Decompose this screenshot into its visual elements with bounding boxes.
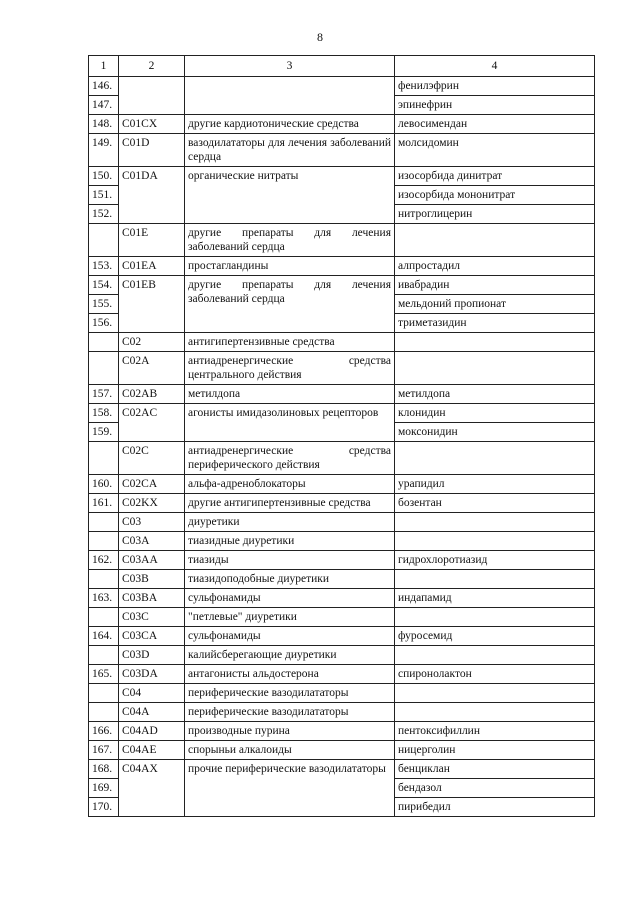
table-row [89, 551, 595, 570]
row-number: 168. [89, 760, 119, 779]
row-number: 163. [89, 589, 119, 608]
drug-name: бозентан [395, 494, 595, 513]
table-row [89, 608, 595, 627]
group-name: производные пурина [185, 722, 395, 741]
row-number: 165. [89, 665, 119, 684]
drug-name: бенциклан [395, 760, 595, 779]
atc-code: C04AD [119, 722, 185, 741]
atc-code: C01DA [119, 167, 185, 224]
group-name: агонисты имидазолиновых рецепторов [185, 404, 395, 442]
drug-table [88, 55, 595, 817]
atc-code: C01E [119, 224, 185, 257]
table-row [89, 167, 595, 186]
table-row [89, 703, 595, 722]
group-name: другие препараты для лечения заболеваний сердца [185, 276, 395, 333]
drug-name [395, 570, 595, 589]
drug-name: алпростадил [395, 257, 595, 276]
row-number: 164. [89, 627, 119, 646]
drug-name [395, 352, 595, 385]
drug-name: мельдоний пропионат [395, 295, 595, 314]
atc-code: C02C [119, 442, 185, 475]
atc-code: C02 [119, 333, 185, 352]
drug-name [395, 646, 595, 665]
table-row [89, 589, 595, 608]
drug-name: триметазидин [395, 314, 595, 333]
row-number [89, 608, 119, 627]
group-name: прочие периферические вазодилататоры [185, 760, 395, 817]
atc-code: C01D [119, 134, 185, 167]
group-name: метилдопа [185, 385, 395, 404]
column-header: 2 [119, 56, 185, 77]
atc-code [119, 77, 185, 115]
drug-name [395, 224, 595, 257]
column-header: 1 [89, 56, 119, 77]
row-number: 156. [89, 314, 119, 333]
atc-code: C02AB [119, 385, 185, 404]
drug-name: индапамид [395, 589, 595, 608]
drug-name [395, 608, 595, 627]
group-name: диуретики [185, 513, 395, 532]
atc-code: C04 [119, 684, 185, 703]
drug-name: ивабрадин [395, 276, 595, 295]
group-name: "петлевые" диуретики [185, 608, 395, 627]
atc-code: C03CA [119, 627, 185, 646]
row-number: 161. [89, 494, 119, 513]
drug-name: бендазол [395, 779, 595, 798]
group-name: органические нитраты [185, 167, 395, 224]
table-row [89, 352, 595, 385]
row-number [89, 684, 119, 703]
atc-code: C04AX [119, 760, 185, 817]
row-number: 160. [89, 475, 119, 494]
row-number: 167. [89, 741, 119, 760]
row-number: 157. [89, 385, 119, 404]
table-row [89, 77, 595, 96]
column-header: 4 [395, 56, 595, 77]
group-name: другие препараты для лечения заболеваний сердца [185, 224, 395, 257]
group-name: периферические вазодилататоры [185, 703, 395, 722]
row-number [89, 513, 119, 532]
table-row [89, 385, 595, 404]
table-row [89, 442, 595, 475]
row-number [89, 570, 119, 589]
page-number: 8 [317, 30, 323, 44]
atc-code: C02CA [119, 475, 185, 494]
atc-code: C02KX [119, 494, 185, 513]
group-name: периферические вазодилататоры [185, 684, 395, 703]
table-row [89, 333, 595, 352]
table-row [89, 513, 595, 532]
group-name: антагонисты альдостерона [185, 665, 395, 684]
group-name: простагландины [185, 257, 395, 276]
row-number: 159. [89, 423, 119, 442]
row-number: 155. [89, 295, 119, 314]
table-row [89, 276, 595, 295]
drug-name: урапидил [395, 475, 595, 494]
row-number [89, 333, 119, 352]
atc-code: C03DA [119, 665, 185, 684]
table-row [89, 115, 595, 134]
atc-code: C01EA [119, 257, 185, 276]
drug-name: пентоксифиллин [395, 722, 595, 741]
atc-code: C03D [119, 646, 185, 665]
group-name: калийсберегающие диуретики [185, 646, 395, 665]
row-number: 151. [89, 186, 119, 205]
drug-name [395, 703, 595, 722]
row-number: 170. [89, 798, 119, 817]
row-number: 169. [89, 779, 119, 798]
row-number: 153. [89, 257, 119, 276]
group-name: другие кардиотонические средства [185, 115, 395, 134]
column-header: 3 [185, 56, 395, 77]
table-row [89, 646, 595, 665]
table-row [89, 684, 595, 703]
group-name: антиадренергические средства центрального действия [185, 352, 395, 385]
atc-code: C02AC [119, 404, 185, 442]
row-number: 158. [89, 404, 119, 423]
table-row [89, 665, 595, 684]
table-row [89, 760, 595, 779]
group-name: спорыньи алкалоиды [185, 741, 395, 760]
drug-name: фуросемид [395, 627, 595, 646]
drug-name [395, 333, 595, 352]
row-number [89, 703, 119, 722]
drug-name: пирибедил [395, 798, 595, 817]
drug-name: моксонидин [395, 423, 595, 442]
table-row [89, 722, 595, 741]
drug-name: молсидомин [395, 134, 595, 167]
atc-code: C03AA [119, 551, 185, 570]
atc-code: C04A [119, 703, 185, 722]
row-number [89, 532, 119, 551]
drug-name: гидрохлоротиазид [395, 551, 595, 570]
atc-code: C03B [119, 570, 185, 589]
atc-code: C02A [119, 352, 185, 385]
group-name: альфа-адреноблокаторы [185, 475, 395, 494]
row-number: 147. [89, 96, 119, 115]
drug-name: нитроглицерин [395, 205, 595, 224]
table-row [89, 404, 595, 423]
group-name: антиадренергические средства периферического действия [185, 442, 395, 475]
row-number: 162. [89, 551, 119, 570]
drug-name [395, 442, 595, 475]
group-name: сульфонамиды [185, 589, 395, 608]
drug-name: изосорбида мононитрат [395, 186, 595, 205]
atc-code: C03 [119, 513, 185, 532]
atc-code: C01EB [119, 276, 185, 333]
row-number: 150. [89, 167, 119, 186]
drug-name: эпинефрин [395, 96, 595, 115]
atc-code: C03BA [119, 589, 185, 608]
group-name: сульфонамиды [185, 627, 395, 646]
group-name: тиазидоподобные диуретики [185, 570, 395, 589]
group-name: тиазиды [185, 551, 395, 570]
row-number: 166. [89, 722, 119, 741]
drug-name: изосорбида динитрат [395, 167, 595, 186]
row-number: 148. [89, 115, 119, 134]
row-number [89, 442, 119, 475]
table-header-row [89, 56, 595, 77]
atc-code: C04AE [119, 741, 185, 760]
drug-name [395, 513, 595, 532]
row-number [89, 224, 119, 257]
group-name: другие антигипертензивные средства [185, 494, 395, 513]
group-name: вазодилататоры для лечения заболеваний сердца [185, 134, 395, 167]
drug-name [395, 532, 595, 551]
atc-code: C01CX [119, 115, 185, 134]
group-name [185, 77, 395, 115]
drug-name: фенилэфрин [395, 77, 595, 96]
drug-name: клонидин [395, 404, 595, 423]
drug-name: спиронолактон [395, 665, 595, 684]
table-row [89, 627, 595, 646]
table-row [89, 494, 595, 513]
row-number [89, 646, 119, 665]
table-row [89, 475, 595, 494]
atc-code: C03C [119, 608, 185, 627]
group-name: тиазидные диуретики [185, 532, 395, 551]
row-number: 152. [89, 205, 119, 224]
table-row [89, 532, 595, 551]
row-number: 154. [89, 276, 119, 295]
row-number: 146. [89, 77, 119, 96]
group-name: антигипертензивные средства [185, 333, 395, 352]
row-number: 149. [89, 134, 119, 167]
drug-name: левосимендан [395, 115, 595, 134]
atc-code: C03A [119, 532, 185, 551]
drug-name: ницерголин [395, 741, 595, 760]
drug-name [395, 684, 595, 703]
table-row [89, 257, 595, 276]
table-row [89, 741, 595, 760]
table-row [89, 224, 595, 257]
table-row [89, 134, 595, 167]
drug-name: метилдопа [395, 385, 595, 404]
table-row [89, 570, 595, 589]
row-number [89, 352, 119, 385]
